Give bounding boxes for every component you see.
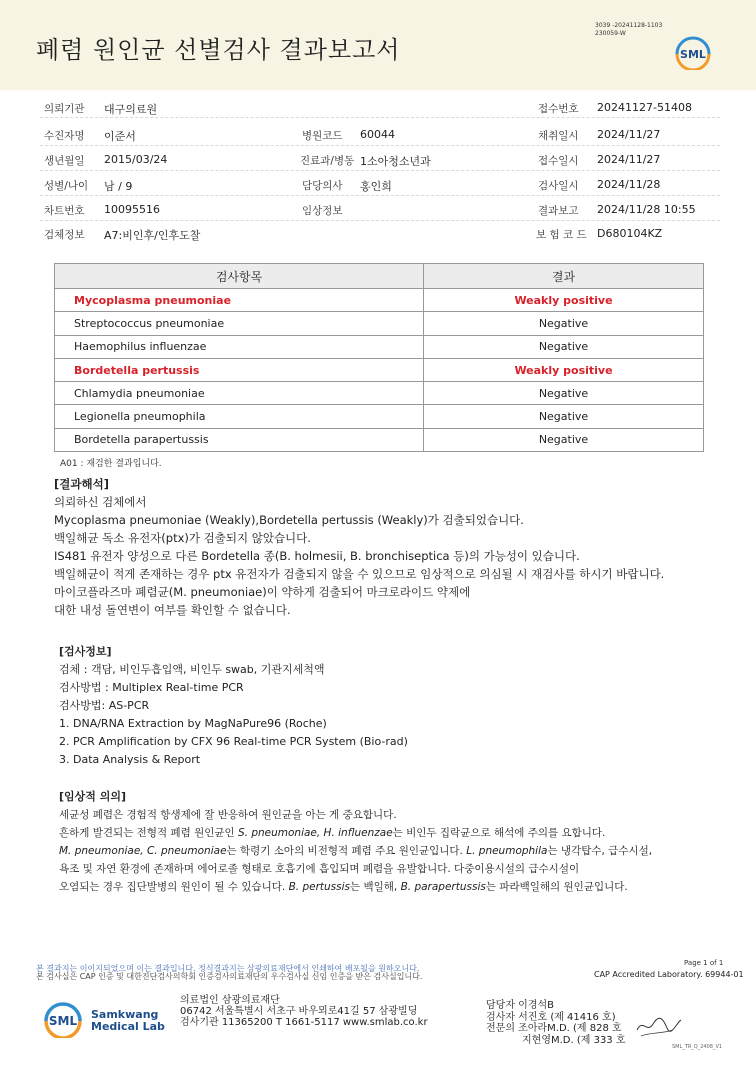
report-header xyxy=(0,0,756,90)
signatories: 담당자 이경석B 검사자 서진호 (제 41416 호) 전문의 조아라M.D. (제 828 호 지현영M.D. (제 333 호 xyxy=(486,1000,626,1046)
doctor-label: 담당의사 xyxy=(302,180,343,192)
chart-no-label: 차트번호 xyxy=(44,205,85,217)
receipt-no-label: 접수번호 xyxy=(538,103,579,115)
test-result: Negative xyxy=(424,428,704,451)
specimen-value: A7:비인후/인후도찰 xyxy=(104,229,201,242)
info-row xyxy=(40,153,720,175)
accreditation-notice: 본 검사실은 CAP 인증 및 대한진단검사의학회 인증검사의료재단의 우수검사실 신임 인증을 받은 검사실입니다. xyxy=(36,972,423,981)
test-info-line: 1. DNA/RNA Extraction by MagNaPure96 (Roche) xyxy=(59,717,327,730)
section-heading: [검사정보] xyxy=(59,645,112,658)
institution-label: 의뢰기관 xyxy=(44,103,85,115)
table-row xyxy=(55,428,704,451)
retest-note: A01 : 재검한 결과입니다. xyxy=(60,459,162,469)
institution-value: 대구의료원 xyxy=(104,103,158,116)
test-info-line: 검사방법 : Multiplex Real-time PCR xyxy=(59,681,244,694)
interpretation-line: 마이코플라즈마 폐렴균(M. pneumoniae)이 약하게 검출되어 마크로라이드 약제에 xyxy=(54,585,471,599)
clinical-line: M. pneumoniae, C. pneumoniae는 학령기 소아의 비전형적 폐렴 주요 원인균입니다. L. pneumophila는 냉각탑수, 급수시설, xyxy=(59,845,653,857)
dept-value: 1소아청소년과 xyxy=(360,155,431,168)
col-header-result: 결과 xyxy=(424,264,704,289)
info-row xyxy=(40,178,720,200)
collected-label: 채취일시 xyxy=(538,130,579,142)
document-id: 3039 -20241128-1103 230059-W xyxy=(595,22,663,37)
test-item: Streptococcus pneumoniae xyxy=(55,312,424,335)
tested-value: 2024/11/28 xyxy=(597,178,661,191)
received-label: 접수일시 xyxy=(538,155,579,167)
table-row xyxy=(55,335,704,358)
hospital-code-value: 60044 xyxy=(360,128,395,141)
sml-logo-icon xyxy=(42,1000,84,1038)
test-item: Bordetella pertussis xyxy=(55,358,424,381)
tested-label: 검사일시 xyxy=(538,180,579,192)
sex-age-label: 성별/나이 xyxy=(44,180,89,192)
insurance-code-label: 보 험 코 드 xyxy=(536,229,587,241)
test-item: Chlamydia pneumoniae xyxy=(55,382,424,405)
clinical-info-label: 임상정보 xyxy=(302,205,343,217)
test-result: Negative xyxy=(424,382,704,405)
section-heading: [결과해석] xyxy=(54,477,109,491)
test-info-line: 검사방법: AS-PCR xyxy=(59,699,150,712)
table-row xyxy=(55,312,704,335)
results-table xyxy=(54,263,704,452)
test-info-section xyxy=(59,643,749,769)
info-row xyxy=(40,227,720,249)
interpretation-line: 백일해균이 적게 존재하는 경우 ptx 유전자가 검출되지 않을 수 있으므로 임상적으로 의심될 시 재검사를 하시기 바랍니다. xyxy=(54,567,665,581)
insurance-code-value: D680104KZ xyxy=(597,227,663,240)
dob-value: 2015/03/24 xyxy=(104,153,168,166)
clinical-line: 욕조 및 자연 환경에 존재하며 에어로졸 형태로 호흡기에 흡입되며 폐렴을 유발합니다. 다중이용시설의 급수시설이 xyxy=(59,863,580,875)
brand-name: Samkwang Medical Lab xyxy=(91,1008,165,1033)
page-number: Page 1 of 1 xyxy=(684,959,724,967)
test-result: Negative xyxy=(424,335,704,358)
cap-accreditation: CAP Accredited Laboratory. 69944-01 xyxy=(594,970,744,979)
signature-icon xyxy=(633,1012,683,1040)
col-header-item: 검사항목 xyxy=(55,264,424,289)
table-row xyxy=(55,358,704,381)
test-result: Negative xyxy=(424,405,704,428)
interpretation-line: 백일해균 독소 유전자(ptx)가 검출되지 않았습니다. xyxy=(54,531,311,545)
clinical-line: 세균성 폐렴은 경험적 항생제에 잘 반응하여 원인균을 아는 게 중요합니다. xyxy=(59,809,397,821)
table-row xyxy=(55,289,704,312)
sex-age-value: 남 / 9 xyxy=(104,180,133,193)
section-heading: [임상적 의의] xyxy=(59,790,127,803)
dept-label: 진료과/병동 xyxy=(300,155,355,167)
info-row xyxy=(40,203,720,225)
info-row xyxy=(40,101,720,123)
form-version: SML_TR_Q_2408_V1 xyxy=(672,1044,723,1050)
interpretation-line: 의뢰하신 검체에서 xyxy=(54,495,147,509)
patient-value: 이준서 xyxy=(104,130,136,143)
print-notice: 본 결과지는 이이지되었으며 이는 결과입니다. 정식결과지는 삼광의료재단에서 인쇄하여 배포될을 원하오니다. xyxy=(36,964,420,973)
test-info-line: 검체 : 객담, 비인두흡입액, 비인두 swab, 기관지세척액 xyxy=(59,663,325,676)
chart-no-value: 10095516 xyxy=(104,203,160,216)
dob-label: 생년월일 xyxy=(44,155,85,167)
receipt-no-value: 20241127-51408 xyxy=(597,101,692,114)
test-item: Haemophilus influenzae xyxy=(55,335,424,358)
lab-address: 의료법인 삼광의료재단 06742 서울특별시 서초구 바우뫼로41길 57 삼광빌딩 검사기관 11365200 T 1661-5117 www.smlab.co.kr xyxy=(180,995,428,1028)
svg-text:SML: SML xyxy=(680,48,706,61)
report-title: 폐렴 원인균 선별검사 결과보고서 xyxy=(36,36,401,64)
test-result: Weakly positive xyxy=(424,289,704,312)
clinical-line: 흔하게 발견되는 전형적 폐렴 원인균인 S. pneumoniae, H. influenzae는 비인두 집락균으로 해석에 주의를 요합니다. xyxy=(59,827,606,839)
hospital-code-label: 병원코드 xyxy=(302,130,343,142)
test-result: Weakly positive xyxy=(424,358,704,381)
svg-text:SML: SML xyxy=(48,1014,78,1028)
interpretation-line: IS481 유전자 양성으로 다른 Bordetella 종(B. holmesii, B. bronchiseptica 등)의 가능성이 있습니다. xyxy=(54,549,580,563)
doctor-value: 홍인희 xyxy=(360,180,392,193)
info-row xyxy=(40,128,720,150)
test-item: Mycoplasma pneumoniae xyxy=(55,289,424,312)
test-result: Negative xyxy=(424,312,704,335)
table-row xyxy=(55,382,704,405)
test-item: Bordetella parapertussis xyxy=(55,428,424,451)
report-value: 2024/11/28 10:55 xyxy=(597,203,696,216)
clinical-line: 오염되는 경우 집단발병의 원인이 될 수 있습니다. B. pertussis는 백일해, B. parapertussis는 파라백일해의 원인균입니다. xyxy=(59,881,628,893)
test-info-line: 2. PCR Amplification by CFX 96 Real-time PCR System (Bio-rad) xyxy=(59,735,408,748)
test-info-line: 3. Data Analysis & Report xyxy=(59,753,201,766)
report-label: 결과보고 xyxy=(538,205,579,217)
interpretation-line: Mycoplasma pneumoniae (Weakly),Bordetella pertussis (Weakly)가 검출되었습니다. xyxy=(54,513,524,527)
patient-label: 수진자명 xyxy=(44,130,85,142)
table-row xyxy=(55,405,704,428)
specimen-label: 검체정보 xyxy=(44,229,85,241)
sml-logo-icon xyxy=(673,34,713,70)
interpretation-line: 대한 내성 돌연변이 여부를 확인할 수 없습니다. xyxy=(54,603,291,617)
collected-value: 2024/11/27 xyxy=(597,128,661,141)
clinical-significance-section xyxy=(59,788,749,896)
received-value: 2024/11/27 xyxy=(597,153,661,166)
interpretation-section xyxy=(54,475,744,619)
test-item: Legionella pneumophila xyxy=(55,405,424,428)
